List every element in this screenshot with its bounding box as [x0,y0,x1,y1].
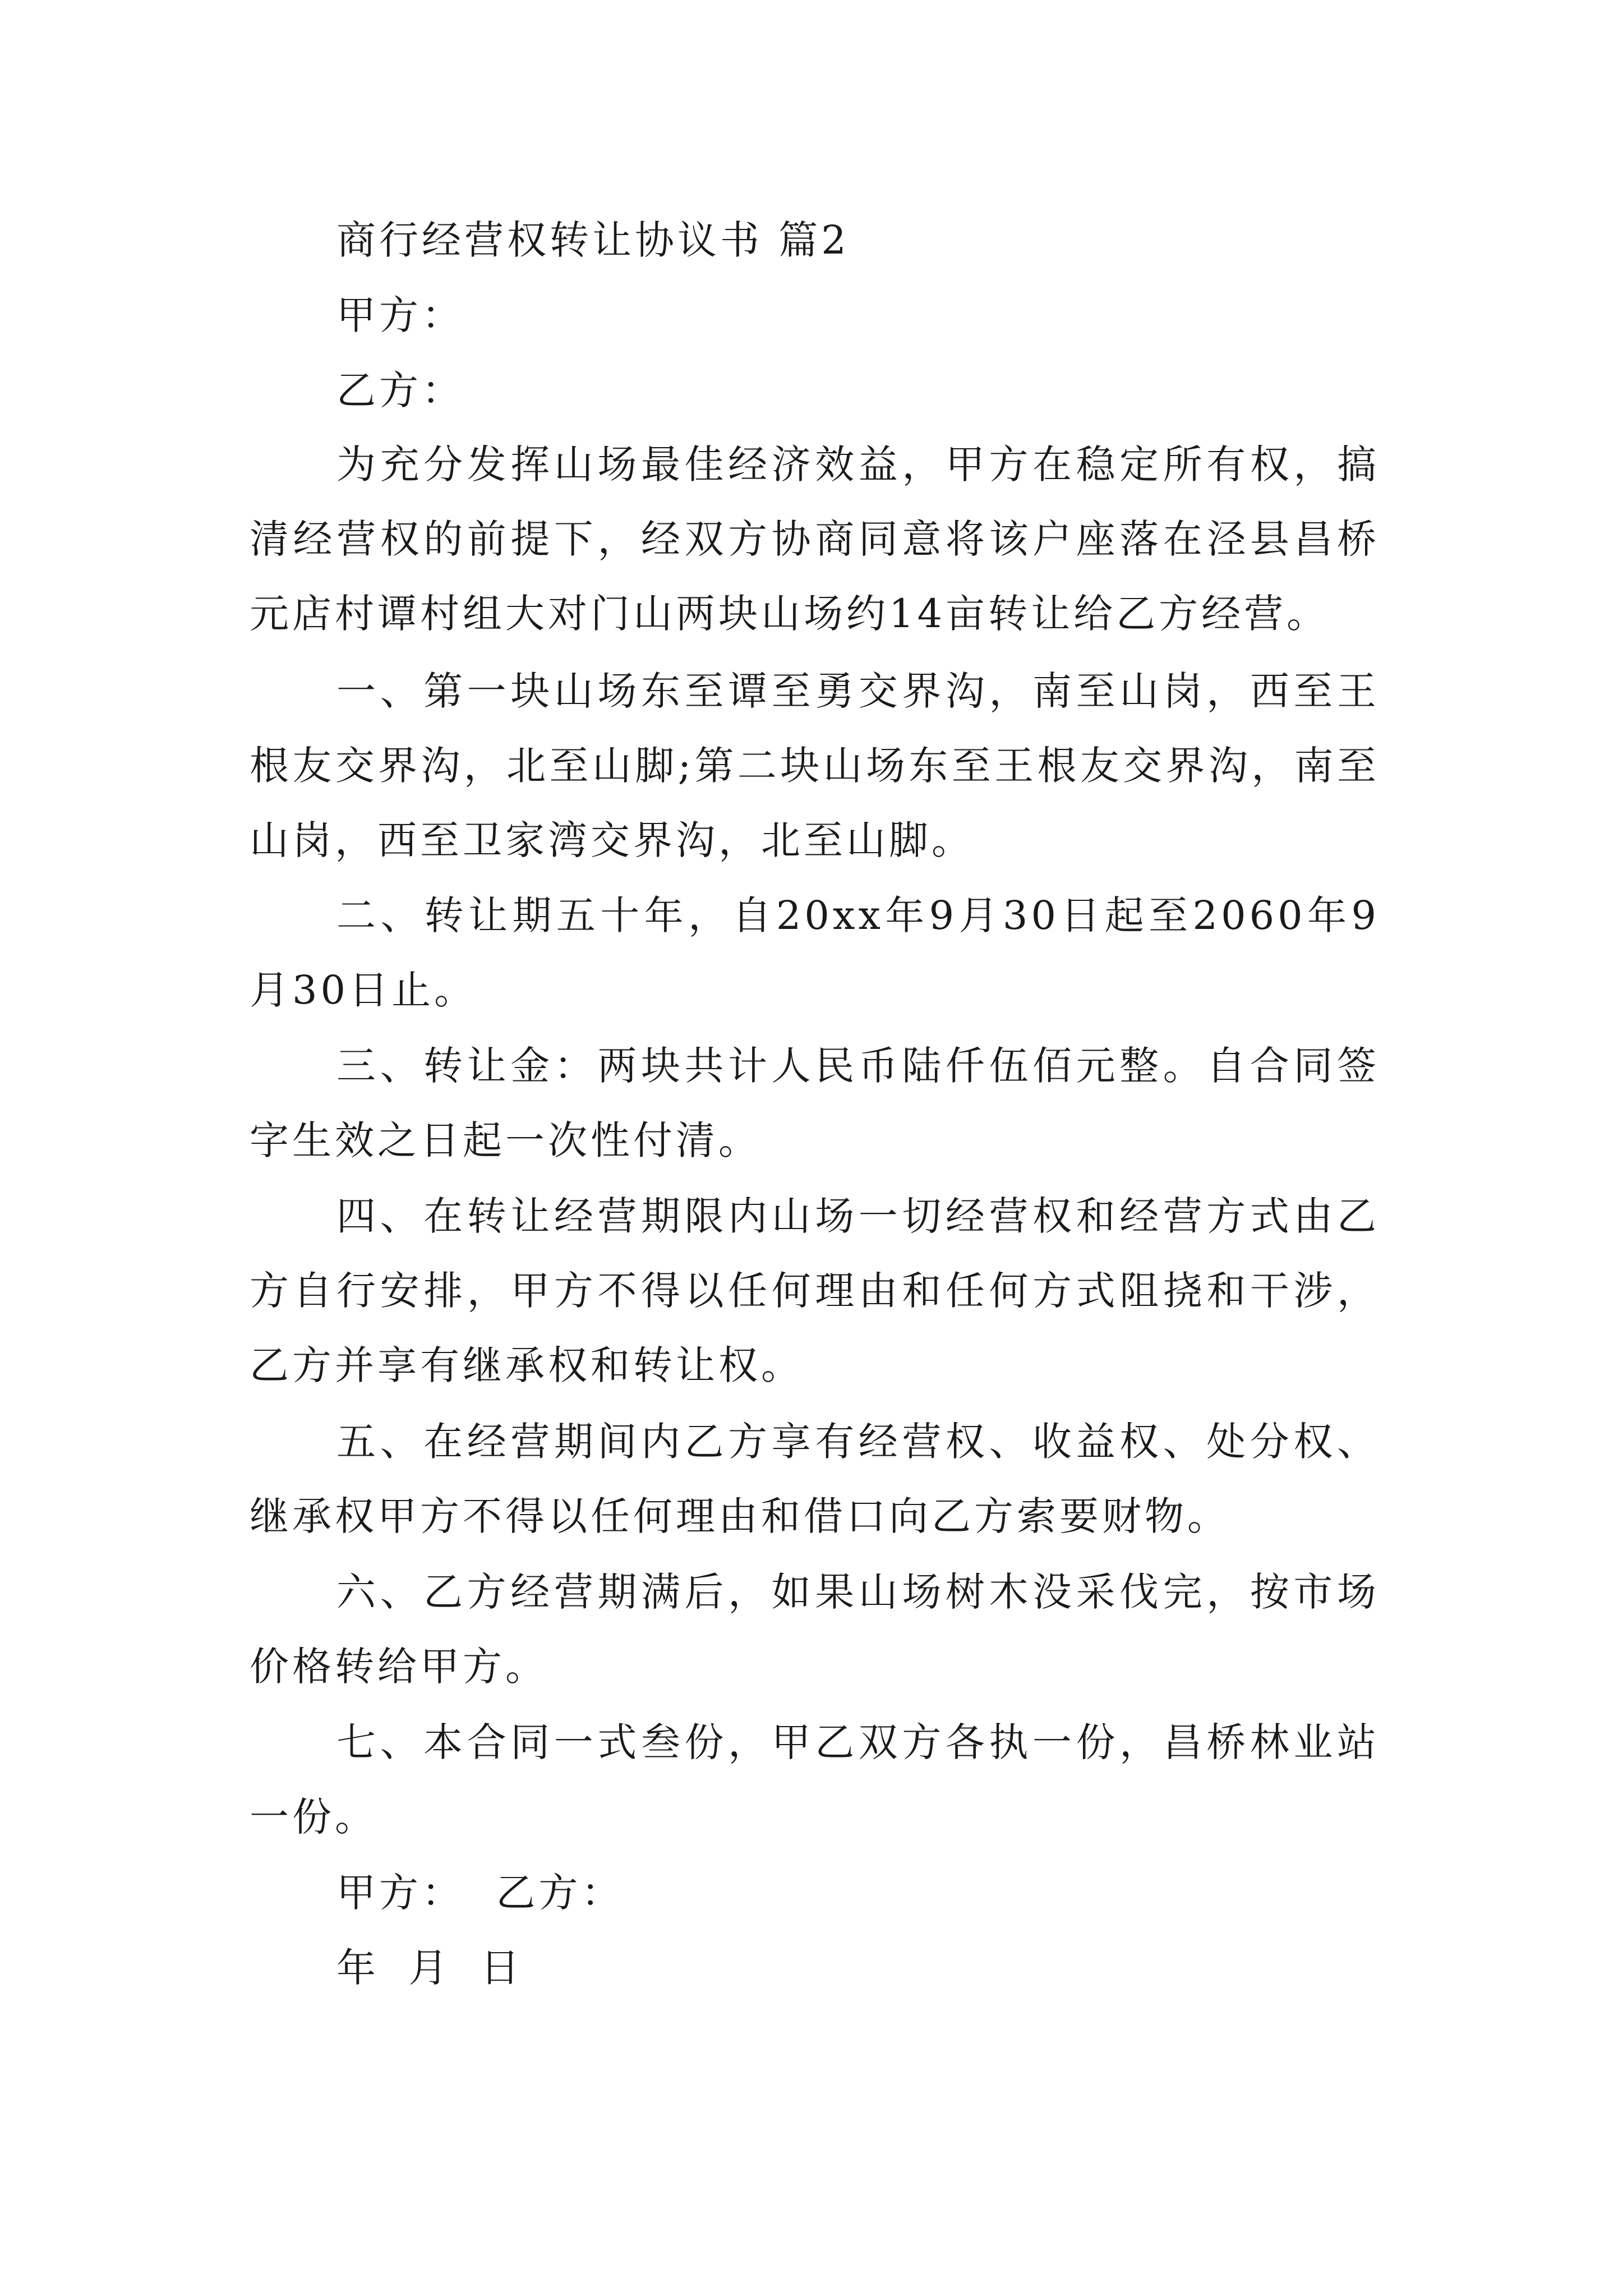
preamble-paragraph: 为充分发挥山场最佳经济效益，甲方在稳定所有权，搞清经营权的前提下，经双方协商同意将该户座落在泾县昌桥元店村谭村组大对门山两块山场约14亩转让给乙方经营。 [250,441,1380,637]
party-a-label: 甲方： [336,292,464,338]
clause-7: 七、本合同一式叁份，甲乙双方各执一份，昌桥林业站一份。 [250,1719,1380,1840]
clause-3: 三、转让金：两块共计人民币陆仟伍佰元整。自合同签字生效之日起一次性付清。 [250,1043,1380,1163]
clause-4: 四、在转让经营期限内山场一切经营权和经营方式由乙方自行安排，甲方不得以任何理由和任何方式阻挠和干涉，乙方并享有继承权和转让权。 [250,1193,1380,1388]
clause-2: 二、转让期五十年，自20xx年9月30日起至2060年9月30日止。 [250,892,1380,1013]
clause-1: 一、第一块山场东至谭至勇交界沟，南至山岗，西至王根友交界沟，北至山脚;第二块山场东至王根友交界沟，南至山岗，西至卫家湾交界沟，北至山脚。 [250,668,1380,863]
clause-5: 五、在经营期间内乙方享有经营权、收益权、处分权、继承权甲方不得以任何理由和借口向乙方索要财物。 [250,1419,1380,1539]
party-b-label: 乙方： [336,367,464,413]
document-title: 商行经营权转让协议书 篇2 [336,217,850,263]
date-line: 年 月 日 [336,1945,523,1991]
clause-6: 六、乙方经营期满后，如果山场树木没采伐完，按市场价格转给甲方。 [250,1569,1380,1690]
signature-line: 甲方： 乙方： [336,1870,624,1916]
